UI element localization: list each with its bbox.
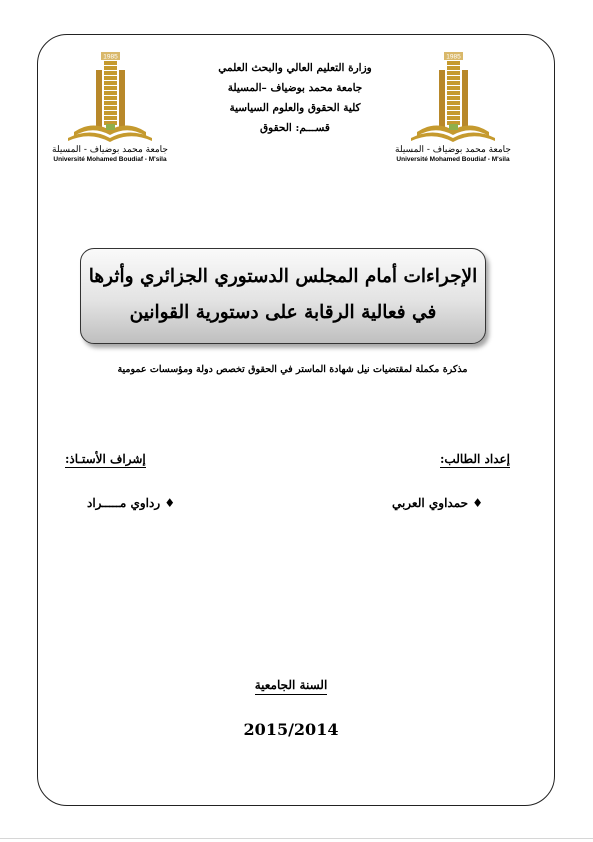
department-name: قســـم: الحقوق	[260, 122, 330, 134]
faculty-name: كلية الحقوق والعلوم السياسية	[229, 102, 361, 114]
logo-name-french: Université Mohamed Boudiaf - M'sila	[396, 156, 510, 163]
university-emblem-icon	[60, 52, 160, 144]
academic-year-value: 2015/2014	[243, 720, 339, 739]
academic-year-label	[226, 678, 356, 692]
university-name: جامعة محمد بوضياف –المسيلة	[227, 82, 363, 94]
supervisor-name: ♦ رداوي مـــــراد	[87, 496, 176, 510]
supervisor-label: إشراف الأستـاذ:	[65, 452, 146, 466]
student-label: إعداد الطالب:	[439, 452, 510, 466]
academic-year-label-text: السنة الجامعية	[255, 678, 328, 695]
thesis-title-box	[80, 248, 486, 344]
logo-name-arabic: جامعة محمد بوضياف - المسيلة	[52, 145, 168, 155]
thesis-description: مذكرة مكملة لمقتضيات نيل شهادة الماستر في الحقوق تخصص دولة ومؤسسات عمومية	[117, 364, 468, 375]
thesis-title-line-1: الإجراءات أمام المجلس الدستوري الجزائري وأثرها	[88, 266, 478, 287]
ministry-name: وزارة التعليم العالي والبحث العلمي	[218, 62, 372, 74]
student-name: ♦ حمداوي العربي	[391, 496, 483, 510]
logo-name-arabic: جامعة محمد بوضياف - المسيلة	[395, 145, 511, 155]
page-bottom-rule	[0, 838, 593, 839]
university-logo-left	[50, 52, 170, 164]
logo-year: 1985	[446, 53, 461, 61]
logo-year: 1985	[103, 53, 118, 61]
institution-header	[170, 58, 420, 138]
thesis-title-line-2: في فعالية الرقابة على دستورية القوانين	[129, 302, 437, 323]
logo-name-french: Université Mohamed Boudiaf - M'sila	[53, 156, 167, 163]
